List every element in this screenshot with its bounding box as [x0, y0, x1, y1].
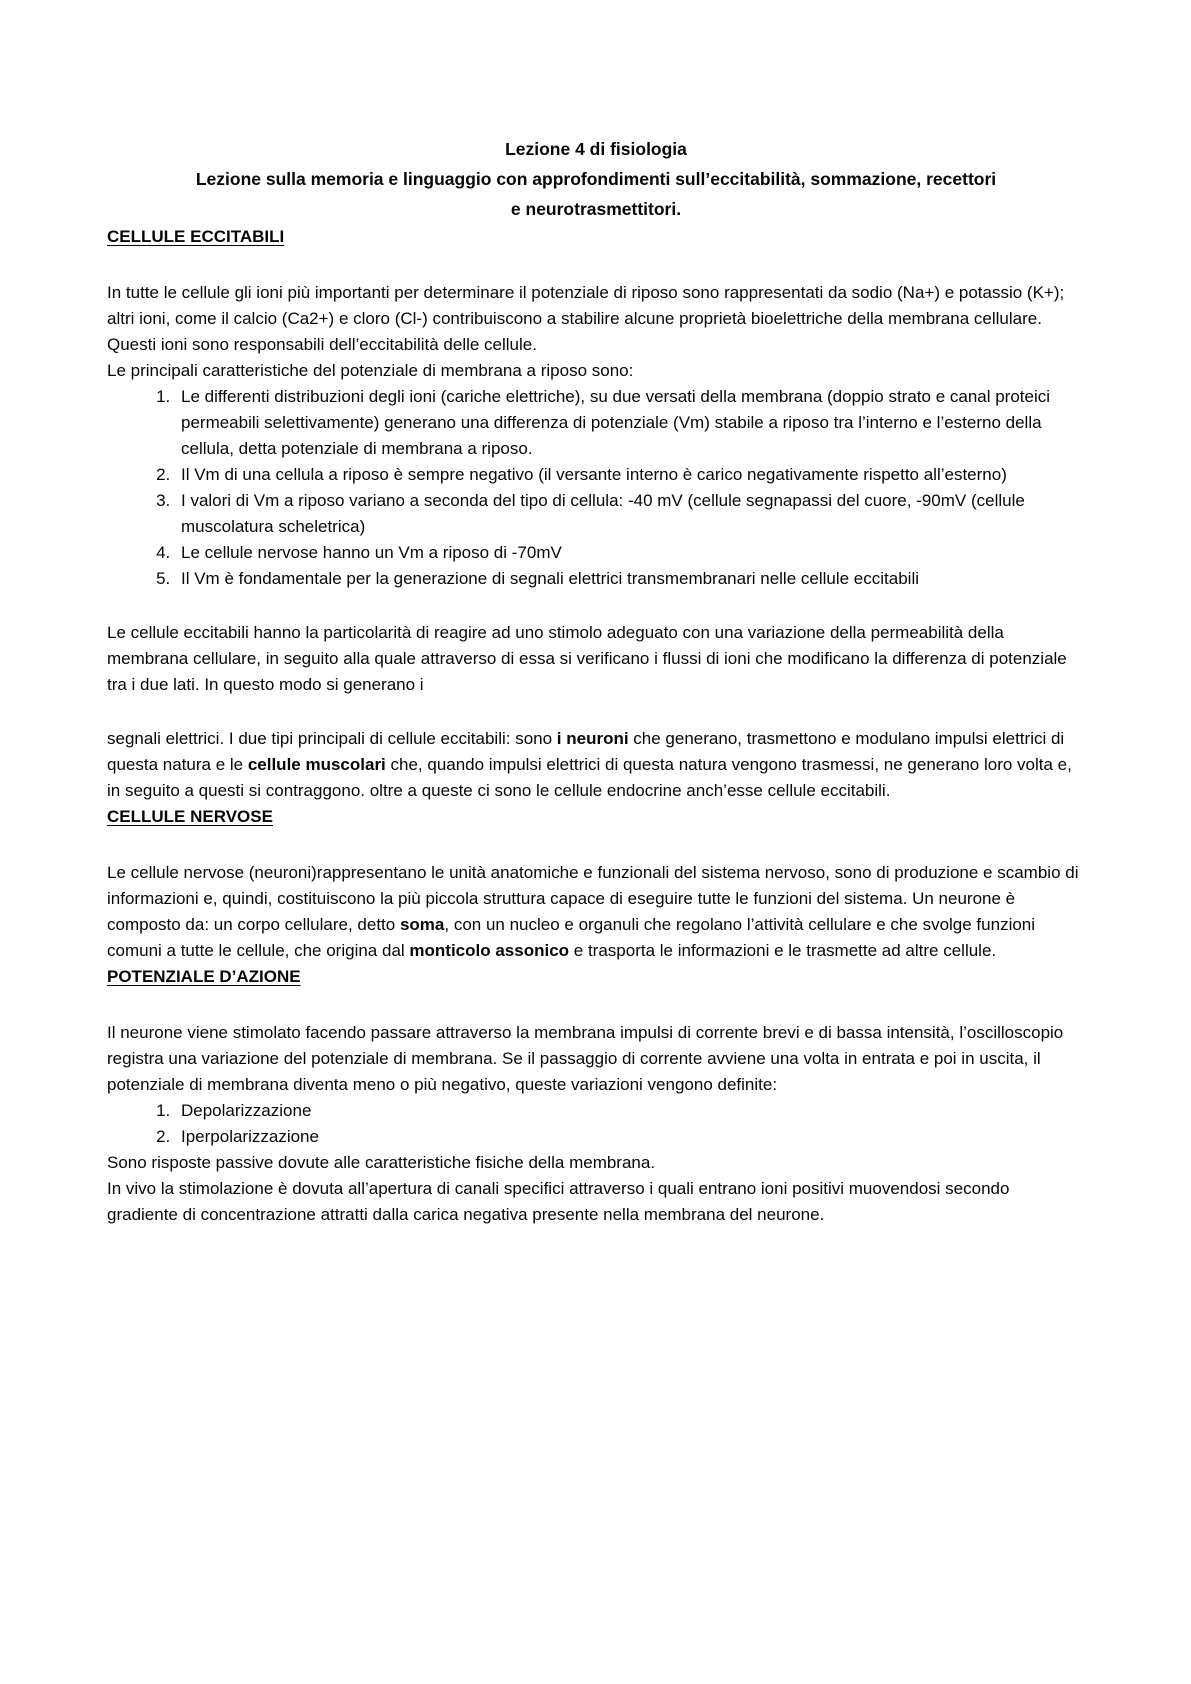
bold-term-neuroni: i neuroni — [556, 729, 629, 748]
text-segment: e trasporta le informazioni e le trasmette ad altre cellule. — [569, 941, 997, 960]
list-item-valori-vm: 3. I valori di Vm a riposo variano a seconda del tipo di cellula: -40 mV (cellule segnapassi del cuore, -90mV (cellule muscolatura scheletrica) — [175, 488, 1085, 540]
bold-term-monticolo-assonico: monticolo assonico — [409, 941, 570, 960]
paragraph-caratteristiche-intro: Le principali caratteristiche del potenziale di membrana a riposo sono: — [107, 361, 634, 380]
text-segment: segnali elettrici. I due tipi principali di cellule eccitabili: sono — [107, 729, 557, 748]
paragraph-neuroni-descrizione — [107, 860, 1085, 964]
text-segment: , con un nucleo e organuli che regolano l’attività cellulare e che svolge funzioni comuni a tutte le cellule, che origina dal — [107, 915, 1036, 960]
paragraph-reazione-stimolo: Le cellule eccitabili hanno la particolarità di reagire ad uno stimolo adeguato con una variazione della permeabilità della membrana cellulare, in seguito alla quale attraverso di essa si verificano i flussi di ioni che modificano la differenza di potenziale tra i due lati. In questo modo si generano i — [107, 623, 1067, 694]
list-item-vm-cellule-nervose: 4. Le cellule nervose hanno un Vm a riposo di -70mV — [175, 540, 1085, 566]
page-title: Lezione 4 di fisiologia — [505, 139, 687, 159]
paragraph-stimolazione-neurone: Il neurone viene stimolato facendo passare attraverso la membrana impulsi di corrente brevi e di bassa intensità, l’oscilloscopio registra una variazione del potenziale di membrana. Se il passaggio di corrente avviene una volta in entrata e poi in uscita, il potenziale di membrana diventa meno o più negativo, queste variazioni vengono definite: — [107, 1023, 1064, 1094]
text-segment: che generano, trasmettono e modulano impulsi elettrici di questa natura e le — [107, 729, 1065, 774]
text-segment: Le cellule nervose (neuroni)rappresentano le unità anatomiche e funzionali del sistema nervoso, sono di produzione e scambio di informazioni e, quindi, costituiscono la più piccola struttura capace di eseguire tutte le funzioni del sistema. Un neurone è composto da: un corpo cellulare, detto — [107, 863, 1079, 934]
list-item-iperpolarizzazione: 2. Iperpolarizzazione — [175, 1124, 1085, 1150]
list-item-vm-fondamentale: 5. Il Vm è fondamentale per la generazione di segnali elettrici transmembranari nelle cellule eccitabili — [175, 566, 1085, 592]
section-heading-cellule-nervose: CELLULE NERVOSE — [107, 807, 273, 826]
list-caratteristiche-vm — [107, 384, 1085, 592]
paragraph-stimolazione-in-vivo: In vivo la stimolazione è dovuta all’apertura di canali specifici attraverso i quali entrano ioni positivi muovendosi secondo gradiente di concentrazione attratti dalla carica negativa presente nella membrana del neurone. — [107, 1179, 1010, 1224]
page-subtitle-line-1: Lezione sulla memoria e linguaggio con approfondimenti sull’eccitabilità, sommazione, recettori — [195, 169, 997, 189]
list-item-distribuzioni-ioni: 1. Le differenti distribuzioni degli ioni (cariche elettriche), su due versati della membrana (doppio strato e canal proteici permeabili selettivamente) generano una differenza di potenziale (Vm) stabile a riposo tra l’interno e l’esterno della cellula, detta potenziale di membrana a riposo. — [175, 384, 1085, 462]
paragraph-tipi-cellule-eccitabili — [107, 726, 1085, 804]
bold-term-soma: soma — [399, 915, 445, 934]
section-heading-potenziale-azione: POTENZIALE D’AZIONE — [107, 967, 301, 986]
list-variazioni-potenziale — [107, 1098, 1085, 1150]
text-segment: che, quando impulsi elettrici di questa natura vengono trasmessi, ne generano loro volta e, in seguito a questi si contraggono. oltre a queste ci sono le cellule endocrine anch’esse cellule eccitabili. — [107, 755, 1072, 800]
section-heading-cellule-eccitabili: CELLULE ECCITABILI — [107, 227, 285, 246]
paragraph-risposte-passive: Sono risposte passive dovute alle caratteristiche fisiche della membrana. — [107, 1153, 656, 1172]
document-title-block — [107, 134, 1085, 224]
list-item-depolarizzazione: 1. Depolarizzazione — [175, 1098, 1085, 1124]
list-item-vm-negativo: 2. Il Vm di una cellula a riposo è sempre negativo (il versante interno è carico negativamente rispetto all’esterno) — [175, 462, 1085, 488]
page-subtitle-line-2: e neurotrasmettitori. — [510, 199, 682, 219]
paragraph-ioni-potenziale-riposo: In tutte le cellule gli ioni più importanti per determinare il potenziale di riposo sono rappresentati da sodio (Na+) e potassio (K+); altri ioni, come il calcio (Ca2+) e cloro (Cl-) contribuiscono a stabilire alcune proprietà bioelettriche della membrana cellulare. Questi ioni sono responsabili dell’eccitabilità delle cellule. — [107, 283, 1065, 354]
bold-term-cellule-muscolari: cellule muscolari — [247, 755, 386, 774]
